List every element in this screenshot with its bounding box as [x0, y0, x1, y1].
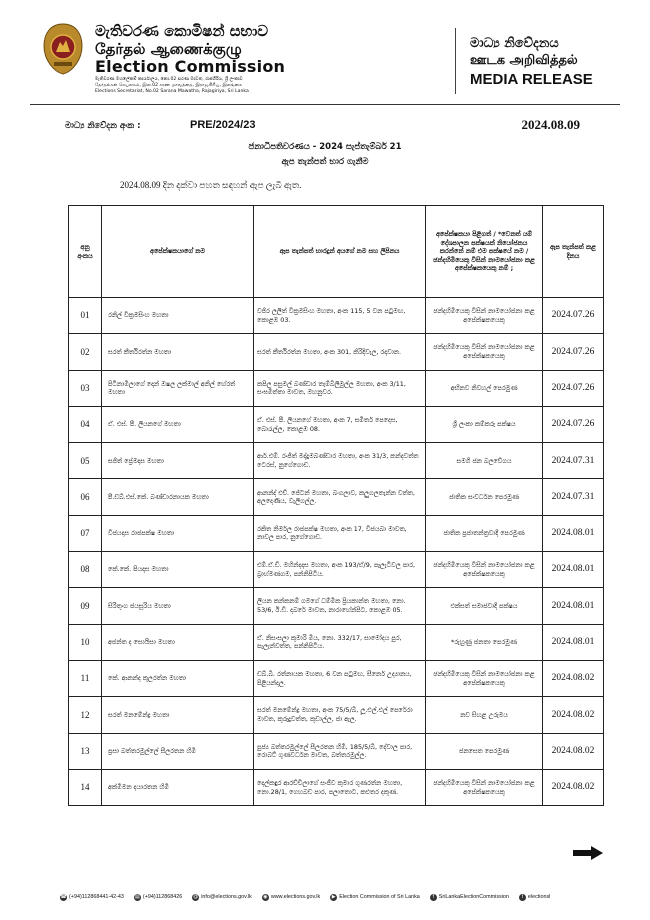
depositor-cell: පුජ්‍ය බත්තරමුල්ලේ සීලරතන හිමි, 185/5/බී, දේවාල පාර, රොබට් ගුණවර්ධන මාවත, බත්තරමුල්ල. — [254, 733, 426, 769]
depositor-cell: දෙල්කඳුර ආරච්චිලාගේ සංජීව කුමාර ගුණරත්න මහතා, නො.28/1, ගෙහබඩ පාර, පලාතොට, කළුතර දකුණ. — [254, 769, 426, 805]
table-row — [69, 588, 604, 624]
deposit-date-cell: 2024.08.02 — [543, 697, 604, 733]
org-name-tamil: தேர்தல் ஆணைக்குழு — [95, 40, 242, 58]
email-text[interactable]: info@elections.gov.lk — [201, 894, 252, 900]
candidate-cell: අජන්ත ද සොයිසා මහතා — [102, 624, 254, 660]
candidate-cell: සිරිතුංග ජයසූරිය මහතා — [102, 588, 254, 624]
party-cell: නව සිහළ උරුමය — [426, 697, 543, 733]
reference-number: PRE/2024/23 — [190, 119, 256, 131]
phone-text: (+94)112868441-42-43 — [69, 894, 124, 900]
header-divider — [30, 104, 620, 105]
serial-no-cell: 14 — [69, 769, 102, 805]
candidate-cell: ප්‍රසා බත්තරමුල්ලේ සීලරතන හිමි — [102, 733, 254, 769]
party-cell: එක්සත් සමාජවාදී පක්ෂය — [426, 588, 543, 624]
depositor-cell: ඩබ්.බී. රත්නායක මහතා, 6 වන පටුමඟ, සීනෙර් උද්‍යානය, පිළියන්දල. — [254, 660, 426, 696]
deposit-date-cell: 2024.07.31 — [543, 479, 604, 515]
footer-fax — [134, 894, 182, 901]
party-cell: අභිනව නිවහල් පෙරමුණ — [426, 370, 543, 406]
party-cell: ඡන්දහිමියෙකු විසින් නාමයෝජනා කළ අපේක්ෂකයෙකු — [426, 552, 543, 588]
footer-youtube[interactable] — [330, 894, 420, 901]
deposit-date-cell: 2024.08.02 — [543, 660, 604, 696]
table-row — [69, 552, 604, 588]
party-cell: ශ්‍රී ලංකා කම්කරු පක්ෂය — [426, 406, 543, 442]
table-row — [69, 298, 604, 334]
letterhead — [0, 0, 650, 105]
candidate-cell: පිටිනාමිලාගේ දොන් ඔෂල ලක්මාල් අනිල් හේරත් මහතා — [102, 370, 254, 406]
candidate-cell: රනිල් වික්‍රමසිංහ මහතා — [102, 298, 254, 334]
next-page-arrow-icon — [572, 845, 604, 861]
serial-no-cell: 03 — [69, 370, 102, 406]
footer-email[interactable] — [192, 894, 252, 901]
table-row — [69, 370, 604, 406]
party-cell: සමගි ජන බලවේගය — [426, 443, 543, 479]
depositor-cell: ඒ. එස්. පී. ලියනගේ මහතා, අංක 7, සමිතර් පෙදෙස, බොරැල්ල, කොළඹ 08. — [254, 406, 426, 442]
serial-no-cell: 06 — [69, 479, 102, 515]
serial-no-cell: 08 — [69, 552, 102, 588]
title-deposits: ඇප තැන්පත් භාර ගැනීම — [281, 157, 369, 167]
web-text[interactable]: www.elections.gov.lk — [270, 894, 321, 900]
table-row — [69, 660, 604, 696]
header-serial-no: අනු අංකය — [69, 206, 102, 298]
serial-no-cell: 11 — [69, 660, 102, 696]
depositor-cell: ආනන්ද් එච්. ජේටන් මහතා, බංගලාව, කලුගලතැන්න වත්ත, අලදෙණිය, වැලිගල්ල. — [254, 479, 426, 515]
depositor-cell: ලියන කන්කනම් ගමගේ ධම්මික ප්‍රියකාන්ත මහතා, නො. 53/6, ඊ.ඩී. දබරේ මාවත, නාරාහේන්පිට, කොළඹ 05. — [254, 588, 426, 624]
table-row — [69, 443, 604, 479]
table-row — [69, 697, 604, 733]
email-icon: @ — [193, 893, 199, 900]
party-cell: *රුහුණු ජනතා පෙරමුණ — [426, 624, 543, 660]
header-candidate-name: අපේක්ෂකයාගේ නම — [102, 206, 254, 298]
footer-twitter[interactable] — [519, 894, 550, 901]
depositor-cell: සරත් කීර්තිරත්න මහතා, අංක 301, කිරිදිවැල, රදාවාන. — [254, 334, 426, 370]
serial-no-cell: 10 — [69, 624, 102, 660]
party-cell: ඡන්දහිමියෙකු විසින් නාමයෝජනා කළ අපේක්ෂකයෙකු — [426, 298, 543, 334]
serial-no-cell: 13 — [69, 733, 102, 769]
org-name-english: Election Commission — [95, 57, 286, 76]
deposit-date-cell: 2024.07.26 — [543, 406, 604, 442]
footer-phone — [60, 894, 124, 901]
candidate-cell: අක්මීමන දයාරතන හිමි — [102, 769, 254, 805]
footer-facebook[interactable] — [430, 894, 509, 901]
serial-no-cell: 07 — [69, 515, 102, 551]
deposit-date-cell: 2024.07.26 — [543, 370, 604, 406]
candidate-cell: සරත් මනමේන්ද්‍ර මහතා — [102, 697, 254, 733]
table-row — [69, 515, 604, 551]
facebook-icon: f — [430, 894, 437, 901]
twitter-text[interactable]: electionsl — [527, 894, 551, 900]
facebook-text[interactable]: SriLankaElectionCommission — [438, 894, 509, 900]
party-cell: ජාතික සංවර්ධන පෙරමුණ — [426, 479, 543, 515]
table-row — [69, 479, 604, 515]
depositor-cell: සරත් මනමේන්ද්‍ර මහතා, අංක 75/5/බී, ලූ.එල්.එල් පෙරේරා මාවත, කුරුදුවත්ත, කුඩාල්ල, ජා ඇල. — [254, 697, 426, 733]
intro-text: 2024.08.09 දින දක්වා පහත සඳහන් ඇප ලැබී ඇත. — [120, 180, 302, 190]
title-election: ජනාධිපතිවරණය - 2024 සැප්තැම්බර් 21 — [248, 142, 402, 152]
party-cell: ඡන්දහිමියෙකු විසින් නාමයෝජනා කළ අපේක්ෂකයෙකු — [426, 660, 543, 696]
candidate-cell: කේ. ආනන්ද කුලරත්න මහතා — [102, 660, 254, 696]
reference-label: මාධ්‍ය නිවේදන අංක : — [65, 121, 141, 131]
footer-contacts — [60, 890, 620, 904]
table-row — [69, 733, 604, 769]
candidate-cell: සරත් කීර්තිරත්න මහතා — [102, 334, 254, 370]
candidate-cell: පී.ඩබ්.එස්.කේ. බණ්ඩාරනායක මහතා — [102, 479, 254, 515]
deposit-date-cell: 2024.08.01 — [543, 552, 604, 588]
address-sinhala: මැතිවරණ මහලේකම් කාර්යාලය, නො.02 සරණ මාවත, රාජගිරිය, ශ්‍රී ලංකාව — [95, 77, 243, 82]
release-english: MEDIA RELEASE — [470, 71, 593, 88]
candidate-cell: ඒ. එස්. පී. ලියනගේ මහතා — [102, 406, 254, 442]
serial-no-cell: 01 — [69, 298, 102, 334]
deposit-date-cell: 2024.07.26 — [543, 334, 604, 370]
twitter-icon: t — [519, 894, 526, 901]
web-icon: ◉ — [263, 893, 268, 900]
phone-icon: ☎ — [60, 893, 67, 900]
emblem-icon — [40, 22, 86, 76]
release-tamil: ஊடக அறிவித்தல் — [470, 53, 578, 68]
serial-no-cell: 09 — [69, 588, 102, 624]
fax-icon: ▤ — [135, 893, 140, 900]
serial-no-cell: 12 — [69, 697, 102, 733]
release-date: 2024.08.09 — [521, 117, 580, 132]
party-cell: ඡන්දහිමියෙකු විසින් නාමයෝජනා කළ අපේක්ෂකයෙකු — [426, 769, 543, 805]
table-row — [69, 406, 604, 442]
footer-web[interactable] — [262, 894, 320, 901]
serial-no-cell: 04 — [69, 406, 102, 442]
fax-text: (+94)112868426 — [142, 894, 183, 900]
deposit-date-cell: 2024.08.01 — [543, 624, 604, 660]
depositor-cell: වජිර ලලිත් වික්‍රමසිංහ මහතා, අංක 115, 5 වන පටුමඟ, කොළඹ 03. — [254, 298, 426, 334]
deposit-date-cell: 2024.08.02 — [543, 769, 604, 805]
header-party: අපේක්ෂකයා පිළිගත් / *වෙනත් යම් දේශපාලන පක්ෂයක් නියෝජනය කරන්නේ නම් එම පක්ෂයේ නම / ඡන්දහිමියෙකු විසින් නාමයෝජනා කළ අපේක්ෂකයෙකු නම් ; — [426, 206, 543, 298]
youtube-icon: ▶ — [331, 893, 336, 900]
depositor-cell: කපිල පසුමල් බණ්ඩාර තැම්බිලිමුල්ල මහතා, අංක 3/11, සංඝමිත්තා මාවත, මහනුවර. — [254, 370, 426, 406]
party-cell: ඡන්දහිමියෙකු විසින් නාමයෝජනා කළ අපේක්ෂකයෙකු — [426, 334, 543, 370]
header-deposit-date: ඇප තැන්පත් කළ දිනය — [543, 206, 604, 298]
candidate-cell: විජයදාස රාජපක්ෂ මහතා — [102, 515, 254, 551]
table-row — [69, 624, 604, 660]
depositor-cell: ඒ. නිසංසලා කුමාරි මිය, නො. 332/17, සාමෝදය පුර, පැලැන්වත්ත, පන්නිපිටිය. — [254, 624, 426, 660]
candidate-cell: සජිත් ප්‍රේමදාස මහතා — [102, 443, 254, 479]
table-header-row — [69, 206, 604, 298]
deposit-date-cell: 2024.07.31 — [543, 443, 604, 479]
release-sinhala: මාධ්‍ය නිවේදනය — [470, 36, 559, 51]
candidate-cell: කේ.කේ. පියදාස මහතා — [102, 552, 254, 588]
org-name-sinhala: මැතිවරණ කොමිෂන් සභාව — [95, 22, 269, 40]
table-row — [69, 769, 604, 805]
deposit-date-cell: 2024.08.01 — [543, 588, 604, 624]
deposit-date-cell: 2024.08.01 — [543, 515, 604, 551]
youtube-text[interactable]: Election Commission of Sri Lanka — [339, 894, 420, 900]
deposit-date-cell: 2024.08.02 — [543, 733, 604, 769]
address-english: Elections Secretariat, No.02 Sarana Mawatha, Rajagiriya, Sri Lanka — [95, 89, 249, 94]
party-cell: ජාතික ප්‍රජාතන්ත්‍රවාදී පෙරමුණ — [426, 515, 543, 551]
deposit-date-cell: 2024.07.26 — [543, 298, 604, 334]
depositor-cell: ආර්.එම්. රංජිත් මද්දුමබණ්ඩාර මහතා, අංක 31/3, කන්දවත්ත ටෙරස්, නුගේගොඩ. — [254, 443, 426, 479]
deposits-table — [68, 205, 604, 806]
depositor-cell: රකිත නිර්මල රාජපක්ෂ මහතා, අංක 17, විජයබා මාවත, නාවල පාර, නුගේගොඩ. — [254, 515, 426, 551]
media-release-label — [455, 28, 615, 94]
serial-no-cell: 02 — [69, 334, 102, 370]
party-cell: ජනසෙත පෙරමුණ — [426, 733, 543, 769]
address-tamil: தேர்தல்கள் செயலகம், இல.02 சரண மாவத்தை, இராஜகிரிய, இலங்கை — [95, 83, 243, 88]
serial-no-cell: 05 — [69, 443, 102, 479]
table-row — [69, 334, 604, 370]
depositor-cell: එම්.ඒ.ඩී. මහින්දදාස මහතා, අංක 193/ඒ/9, පෑලැටිවල පාර, බ්‍රාහ්මණගම, පන්නිපිටිය. — [254, 552, 426, 588]
header-depositor: ඇප තැන්පත් භාරදුන් අයගේ නම සහ ලිපිනය — [254, 206, 426, 298]
